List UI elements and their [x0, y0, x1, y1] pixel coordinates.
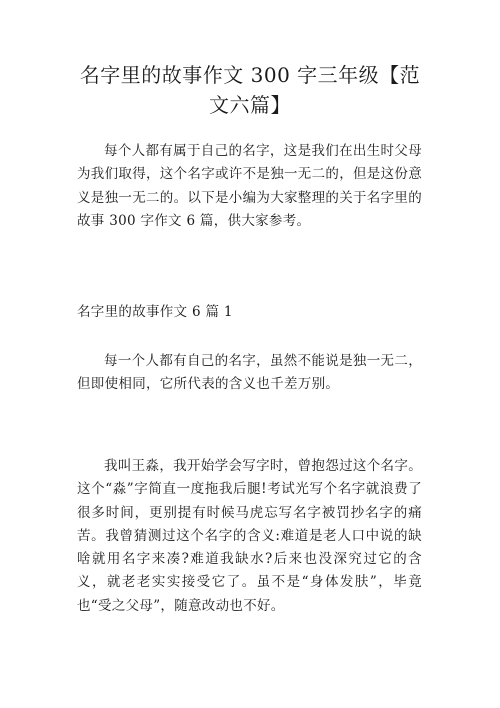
body-paragraph-1 — [77, 350, 422, 397]
body-paragraph-2-text: 我叫王淼，我开始学会写字时，曾抱怨过这个名字。这个“淼”字简直一度拖我后腿!考试光写个名字就浪费了很多时间，更别提有时候马虎忘写名字被罚抄名字的痛苦。我曾猜测过这个名字的含义:难道是老人口中说的缺啥就用名字来凑?难道我缺水?后来也没深究过它的含义，就老老实实接受它了。虽不是“身体发肤”，毕竟也“受之父母”，随意改动也不好。 — [77, 458, 422, 614]
document-title: 名字里的故事作文 300 字三年级【范文六篇】 — [79, 63, 421, 117]
intro-paragraph — [77, 140, 422, 233]
intro-text: 每个人都有属于自己的名字，这是我们在出生时父母为我们取得，这个名字或许不是独一无二的，但是这份意义是独一无二的。以下是小编为大家整理的关于名字里的故事 300 字作文 6 篇，供大家参考。 — [77, 143, 422, 229]
section-heading: 名字里的故事作文 6 篇 1 — [77, 304, 233, 320]
body-paragraph-2 — [77, 455, 422, 618]
body-paragraph-1-text: 每一个人都有自己的名字，虽然不能说是独一无二，但即使相同，它所代表的含义也千差万别。 — [77, 353, 422, 393]
